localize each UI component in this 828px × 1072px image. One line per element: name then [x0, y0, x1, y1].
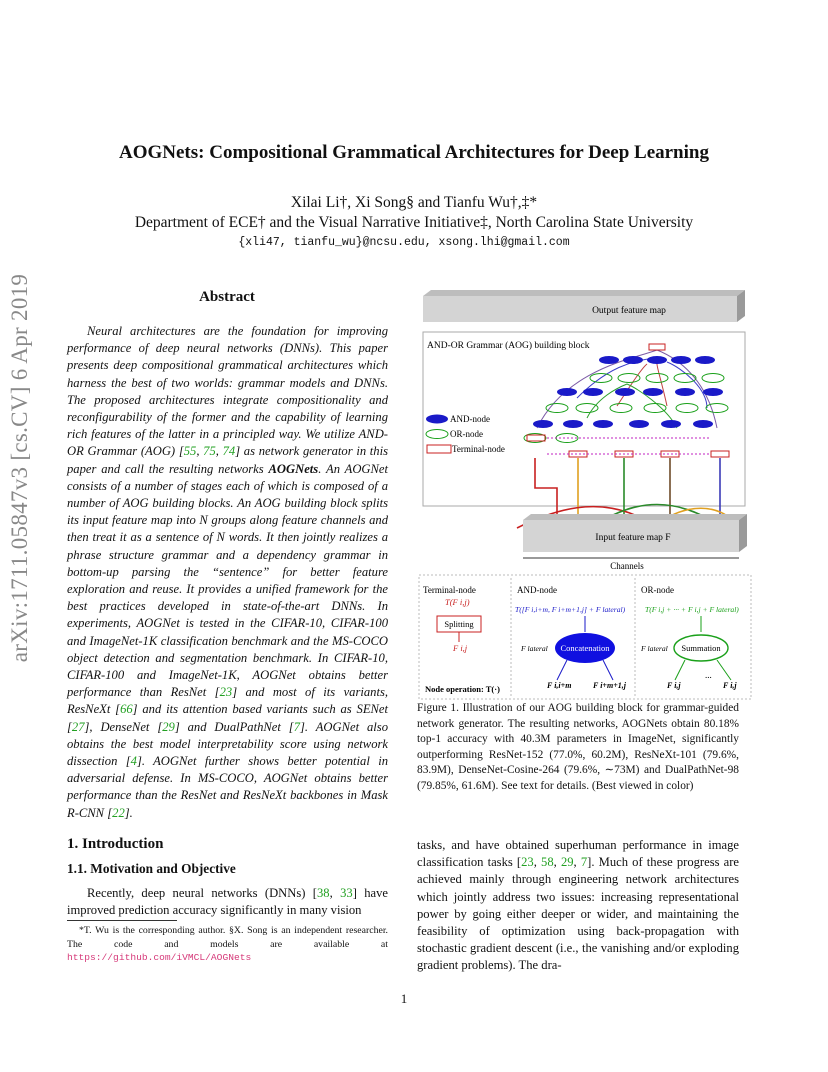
citation-link[interactable]: 38 — [317, 886, 330, 900]
legend-terminal: Terminal-node — [452, 444, 505, 454]
code-link[interactable]: https://github.com/iVMCL/AOGNets — [67, 952, 252, 963]
or-fn: T(F i,j + ··· + F i,j + F lateral) — [645, 605, 739, 614]
author-emails: {xli47, tianfu_wu}@ncsu.edu, xsong.lhi@gmail.com — [238, 236, 570, 249]
subsection-heading: 1.1. Motivation and Objective — [67, 861, 236, 876]
abstract-heading: Abstract — [199, 289, 255, 305]
citation-link[interactable]: 23 — [219, 685, 233, 700]
section-heading: 1. Introduction — [67, 836, 164, 852]
legend-and: AND-node — [450, 414, 490, 424]
terminal-input: F i,j — [453, 643, 468, 653]
intro-paragraph: Recently, deep neural networks (DNNs) [38, 33] have improved prediction accuracy significantly in many vision — [67, 886, 388, 918]
authors: Xilai Li†, Xi Song§ and Tianfu Wu†,‡* — [290, 194, 538, 211]
page-number: 1 — [400, 991, 408, 1006]
and-lateral: F lateral — [521, 644, 548, 653]
citation-link[interactable]: 58 — [541, 855, 554, 870]
or-input-1: F i,j — [667, 681, 681, 690]
or-in-arrows — [675, 660, 731, 680]
legend-and-icon — [426, 415, 448, 424]
and-nodes — [533, 356, 723, 428]
output-box-top — [423, 290, 745, 296]
legend-or: OR-node — [450, 429, 483, 439]
output-label: Output feature map — [592, 306, 666, 316]
input-label: Input feature map F — [595, 533, 671, 543]
citation-link[interactable]: 29 — [560, 855, 574, 870]
splitting-label: Splitting — [444, 619, 474, 629]
citation-link[interactable]: 66 — [120, 702, 133, 717]
or-ellipsis: ... — [705, 670, 712, 680]
legend-terminal-icon — [427, 445, 451, 453]
abstract-text: Neural architectures are the foundation for improving performance of deep neural networks (DNNs). This paper presents deep compositional grammatical architectures which harness the best of two worlds: grammar models and DNNs. The proposed architectures integrate compositionality and reconfigurability of the former and the capability of learning rich features of the latter in a principled way. We utilize AND-OR Grammar (AOG) [55, 75, 74] as network generator in this paper and call the resulting networks AOGNets. An AOGNet consists of a number of stages each of which is composed of a number of AOG building blocks. An AOG building block splits its input feature map into N groups along feature channels and then treat it as a sentence of N words. It then jointly realizes a phrase structure grammar and a dependency grammar in bottom-up parsing the “sentence” for better feature exploration and reuse. It provides a unified framework for the best practices developed in state-of-the-art DNNs. In experiments, AOGNet is tested in the CIFAR-10, CIFAR-100 and ImageNet-1K classification benchmark and the MS-COCO object detection and segmentation benchmark. In CIFAR-10, CIFAR-100 and ImageNet-1K, AOGNet obtains better performance than ResNet [23] and most of its variants, ResNeXt [66] and its attention based variants such as SENet [27], DenseNet [29] and DualPathNet [7]. AOGNet also obtains the best model interpretability score using network dissection [4]. AOGNet further shows better potential in adversarial defense. In MS-COCO, AOGNet obtains better performance than the ResNet and ResNeXt backbones in Mask R-CNN [22]. — [67, 324, 389, 820]
or-nodes — [524, 374, 728, 443]
footnote-rule — [67, 920, 177, 921]
affiliation: Department of ECE† and the Visual Narrative Initiative‡, North Carolina State University — [134, 214, 694, 231]
citation-link[interactable]: 55 — [183, 444, 197, 459]
citation-link[interactable]: 74 — [222, 444, 236, 459]
and-input-2: F i+m+1,j — [593, 681, 626, 690]
root-or-node — [649, 344, 665, 350]
and-input-1: F i,i+m — [547, 681, 572, 690]
arxiv-stamp: arXiv:1711.05847v3 [cs.CV] 6 Apr 2019 — [7, 273, 32, 663]
figure-aog-building-block — [417, 288, 753, 700]
citation-link[interactable]: 7 — [580, 855, 588, 870]
summation-label: Summation — [681, 643, 721, 653]
citation-link[interactable]: 33 — [340, 886, 353, 900]
paper-title: AOGNets: Compositional Grammatical Architectures for Deep Learning — [119, 142, 709, 163]
citation-link[interactable]: 22 — [112, 805, 125, 820]
citation-link[interactable]: 4 — [130, 754, 137, 769]
node-operation-label: Node operation: T(·) — [425, 684, 500, 694]
channels-label: Channels — [610, 561, 644, 571]
or-lateral: F lateral — [641, 644, 668, 653]
citation-link[interactable]: 75 — [203, 444, 216, 459]
concatenation-label: Concatenation — [560, 643, 610, 653]
or-title: OR-node — [641, 585, 674, 595]
and-fn: T([F i,i+m, F i+m+1,j] + F lateral) — [515, 605, 626, 614]
lateral-edges — [547, 438, 709, 454]
intro-paragraph-continued: tasks, and have obtained superhuman performance in image classification tasks [23, 58, 29, 7]. Much of these progress are achieved mainly through engineering network architectures which jointly address two issues: increasing representational power by going either deeper or wider, and maintaining the feasibility of optimization using back-propagation with stochastic gradient descent (i.e., the vanishing and/or exploding gradient problems). The dra- — [417, 838, 740, 973]
aog-block-label: AND-OR Grammar (AOG) building block — [427, 341, 590, 351]
terminal-fn: T(F i,j) — [445, 597, 470, 607]
input-box-top — [523, 514, 747, 520]
footnote: *T. Wu is the corresponding author. §X. Song is an independent researcher. The code and models are available at https://github.com/iVMCL/AOGNets — [67, 925, 388, 963]
output-feature-map — [423, 296, 737, 322]
figure-caption: Figure 1. Illustration of our AOG building block for grammar-guided network generator. The resulting networks, AOGNets obtain 80.18% top-1 accuracy with 40.3M parameters in ImageNet, significantly outperforming ResNet-152 (77.0%, 60.2M), ResNeXt-101 (79.6%, 83.9M), DenseNet-Cosine-264 (79.6%, ∼73M) and DualPathNet-98 (79.85%, 61.6M). See text for details. (Best viewed in color) — [417, 702, 739, 792]
terminal-title: Terminal-node — [423, 585, 476, 595]
citation-link[interactable]: 7 — [293, 719, 300, 734]
input-box-side — [739, 514, 747, 552]
citation-link[interactable]: 29 — [162, 719, 175, 734]
citation-link[interactable]: 27 — [71, 719, 85, 734]
or-input-2: F i,j — [723, 681, 737, 690]
legend-or-icon — [426, 430, 448, 439]
and-title: AND-node — [517, 585, 557, 595]
citation-link[interactable]: 23 — [521, 855, 534, 870]
